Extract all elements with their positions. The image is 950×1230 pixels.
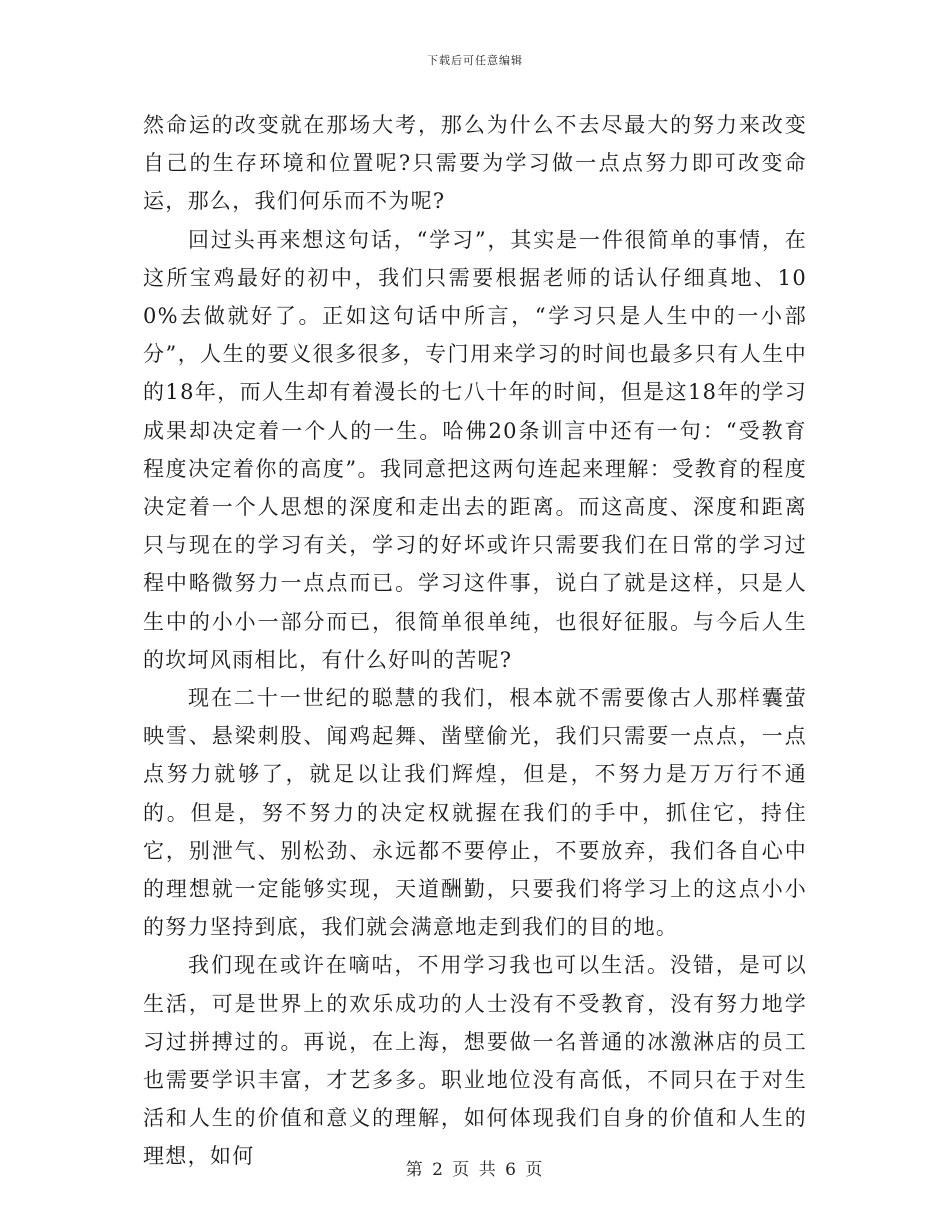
- paragraph-learning-reflection: 回过头再来想这句话，“学习”，其实是一件很简单的事情，在这所宝鸡最好的初中，我们只需要根据老师的话认仔细真地、100%去做就好了。正如这句话中所言，“学习只是人生中的一小部分”，人生的要义很多很多，专门用来学习的时间也最多只有人生中的18年，而人生却有着漫长的七八十年的时间，但是这18年的学习成果却决定着一个人的一生。哈佛20条训言中还有一句：“受教育程度决定着你的高度”。我同意把这两句连起来理解：受教育的程度决定着一个人思想的深度和走出去的距离。而这高度、深度和距离只与现在的学习有关，学习的好坏或许只需要我们在日常的学习过程中略微努力一点点而已。学习这件事，说白了就是这样，只是人生中的小小一部分而已，很简单很单纯，也很好征服。与今后人生的坎坷风雨相比，有什么好叫的苦呢?: [143, 227, 807, 672]
- document-body: [143, 106, 807, 1176]
- page-header-note: 下载后可任意编辑: [427, 54, 523, 67]
- paragraph-effort: 现在二十一世纪的聪慧的我们，根本就不需要像古人那样囊萤映雪、悬梁刺股、闻鸡起舞、凿壁偷光，我们只需要一点点，一点点努力就够了，就足以让我们辉煌，但是，不努力是万万行不通的。但是，努不努力的决定权就握在我们的手中，抓住它，持住它，别泄气、别松劲、永远都不要停止，不要放弃，我们各自心中的理想就一定能够实现，天道酬勤，只要我们将学习上的这点小小的努力坚持到底，我们就会满意地走到我们的目的地。: [143, 686, 807, 940]
- paragraph-continuation: 然命运的改变就在那场大考，那么为什么不去尽最大的努力来改变自己的生存环境和位置呢?只需要为学习做一点点努力即可改变命运，那么，我们何乐而不为呢?: [143, 113, 807, 214]
- page-number-footer: 第 2 页 共 6 页: [405, 1160, 545, 1180]
- paragraph-life-value: 我们现在或许在嘀咕，不用学习我也可以生活。没错，是可以生活，可是世界上的欢乐成功的人士没有不受教育，没有努力地学习过拼搏过的。再说，在上海，想要做一名普通的冰激淋店的员工也需要学识丰富，才艺多多。职业地位没有高低，不同只在于对生活和人生的价值和意义的理解，如何体现我们自身的价值和人生的理想，如何: [143, 953, 807, 1169]
